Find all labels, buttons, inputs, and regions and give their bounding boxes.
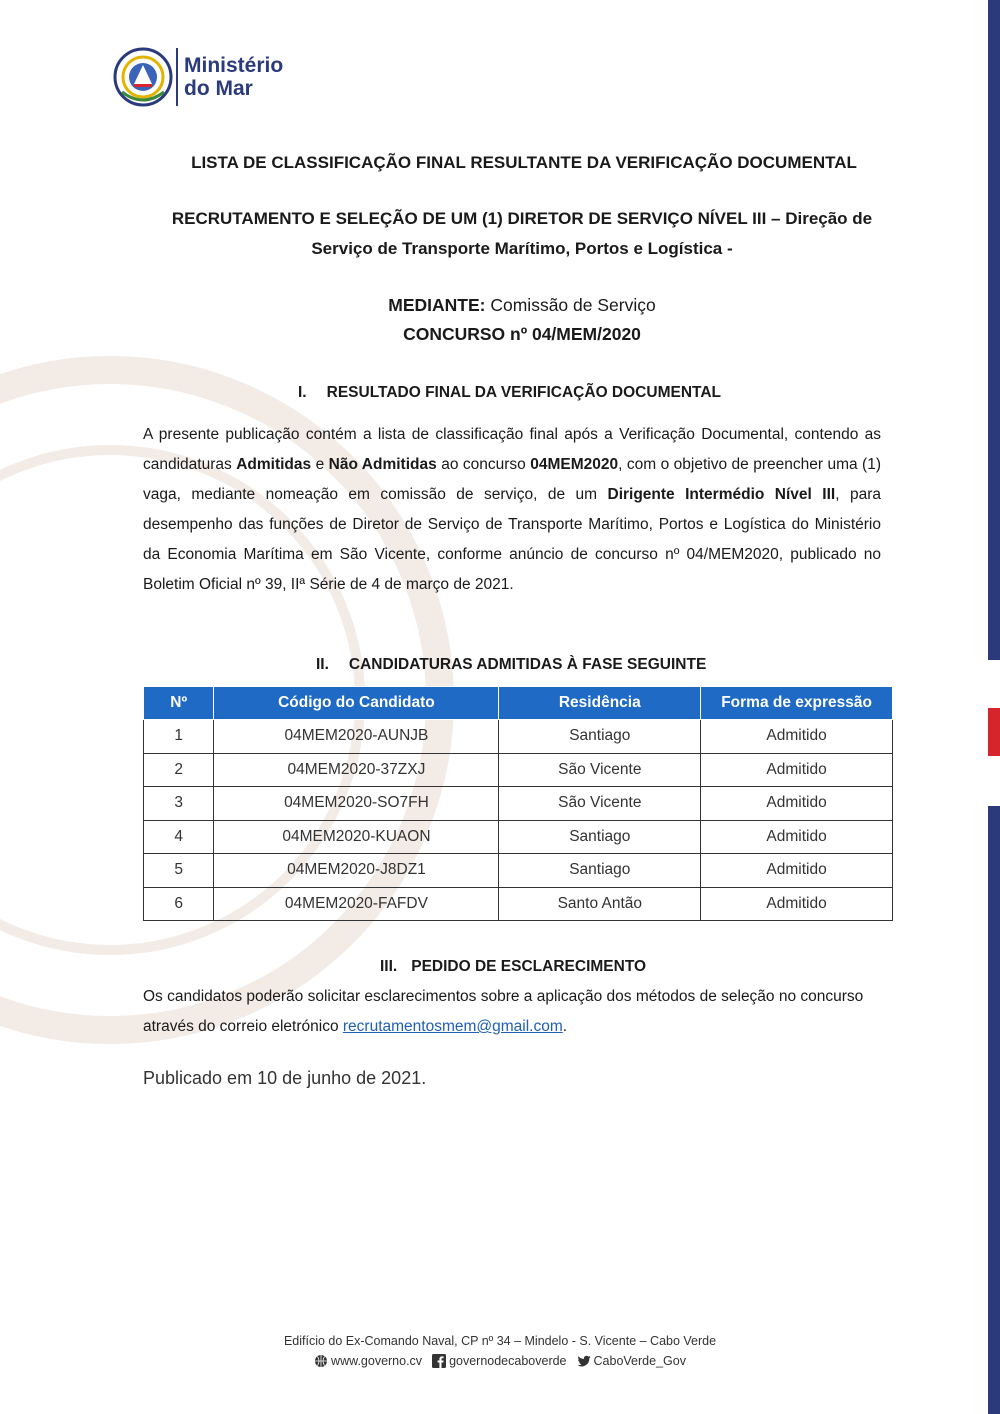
logo-divider	[176, 48, 178, 106]
logo-text-line1: Ministério	[184, 54, 284, 77]
column-header: Forma de expressão	[701, 687, 893, 720]
email-link[interactable]: recrutamentosmem@gmail.com	[342, 1018, 563, 1035]
ministry-logo	[112, 46, 283, 108]
website-label: www.governo.cv	[331, 1354, 423, 1368]
section-3-number: III.	[380, 958, 398, 975]
column-header: Código do Candidato	[214, 687, 499, 720]
table-cell: 04MEM2020-SO7FH	[214, 787, 499, 821]
globe-icon	[314, 1354, 328, 1368]
logo-text-line2: do Mar	[184, 77, 253, 100]
footer-website[interactable]	[314, 1354, 422, 1368]
facebook-icon	[432, 1354, 446, 1368]
publication-date: Publicado em 10 de junho de 2021.	[143, 1068, 427, 1088]
section-3-paragraph	[143, 982, 881, 1042]
table-cell: 5	[144, 854, 214, 888]
table-cell: Admitido	[701, 854, 893, 888]
concurso-number: CONCURSO nº 04/MEM/2020	[403, 324, 641, 344]
candidates-table	[143, 686, 893, 921]
section-1-paragraph	[143, 420, 881, 600]
bold-dirigente: Dirigente Intermédio Nível III	[607, 486, 836, 503]
side-strip-red	[988, 708, 1000, 756]
document-title: LISTA DE CLASSIFICAÇÃO FINAL RESULTANTE DA VERIFICAÇÃO DOCUMENTAL	[191, 153, 857, 172]
column-header: Residência	[499, 687, 701, 720]
coat-of-arms-icon	[112, 46, 174, 108]
table-row	[144, 887, 893, 921]
bold-admitidas: Admitidas	[236, 456, 312, 473]
column-header: Nº	[144, 687, 214, 720]
table-cell: Admitido	[701, 720, 893, 754]
table-cell: 04MEM2020-AUNJB	[214, 720, 499, 754]
table-cell: 04MEM2020-KUAON	[214, 820, 499, 854]
table-cell: Santiago	[499, 854, 701, 888]
footer-twitter[interactable]	[577, 1354, 686, 1368]
section-2-heading	[316, 656, 706, 674]
twitter-label: CaboVerde_Gov	[593, 1354, 686, 1368]
text-segment: A presente publicação contém a lista de classificação final após a Verificação Documental, contendo as candidaturas	[143, 426, 881, 473]
table-cell: Santo Antão	[499, 887, 701, 921]
text-segment: e	[311, 456, 329, 473]
table-row	[144, 753, 893, 787]
table-cell: 3	[144, 787, 214, 821]
table-cell: Santiago	[499, 720, 701, 754]
section-1-heading	[298, 384, 721, 402]
recruitment-title	[22, 204, 1000, 264]
side-strip-blue-bottom	[988, 806, 1000, 1414]
facebook-label: governodecaboverde	[449, 1354, 567, 1368]
mediante-line	[22, 290, 1000, 320]
table-cell: 04MEM2020-J8DZ1	[214, 854, 499, 888]
bold-nao-admitidas: Não Admitidas	[328, 456, 437, 473]
section-1-title: RESULTADO FINAL DA VERIFICAÇÃO DOCUMENTAL	[326, 384, 721, 401]
text-segment: , com o objetivo de preencher uma (1) vaga, mediante nomeação em comissão de serviço, de um	[143, 456, 881, 503]
table-cell: 04MEM2020-FAFDV	[214, 887, 499, 921]
section-2-number: II.	[316, 656, 329, 673]
section-3-title: PEDIDO DE ESCLARECIMENTO	[411, 958, 647, 975]
section-3-heading	[380, 958, 646, 976]
footer-address: Edifício do Ex-Comando Naval, CP nº 34 – Mindelo - S. Vicente – Cabo Verde	[283, 1334, 717, 1348]
table-row	[144, 720, 893, 754]
text-segment: Os candidatos poderão solicitar esclarecimentos sobre a aplicação dos métodos de seleção no concurso através do correio eletrónico	[143, 988, 864, 1035]
table-row	[144, 787, 893, 821]
table-row	[144, 820, 893, 854]
table-cell: 2	[144, 753, 214, 787]
text-segment: ao concurso	[436, 456, 531, 473]
table-cell: Admitido	[701, 787, 893, 821]
text-segment: .	[562, 1018, 568, 1035]
twitter-icon	[577, 1354, 591, 1368]
table-cell: Admitido	[701, 753, 893, 787]
text-segment: , para desempenho das funções de Diretor de Serviço de Transporte Marítimo, Portos e Logística do Ministério da Economia Marítima em São Vicente, conforme anúncio de concurso nº 04/MEM2020, publicado no Boletim Oficial nº 39, IIª Série de 4 de março de 2021.	[143, 486, 881, 593]
footer-links	[0, 1354, 1000, 1368]
mediante-label: MEDIANTE:	[388, 295, 486, 315]
footer	[0, 1334, 1000, 1368]
table-cell: 1	[144, 720, 214, 754]
table-cell: Admitido	[701, 820, 893, 854]
table-cell: São Vicente	[499, 753, 701, 787]
table-cell: São Vicente	[499, 787, 701, 821]
mediante-value: Comissão de Serviço	[490, 295, 656, 315]
table-row	[144, 854, 893, 888]
table-cell: 6	[144, 887, 214, 921]
table-cell: Admitido	[701, 887, 893, 921]
recruitment-title-line1: RECRUTAMENTO E SELEÇÃO DE UM (1) DIRETOR DE SERVIÇO NÍVEL III – Direção de	[171, 209, 873, 228]
footer-facebook[interactable]	[432, 1354, 566, 1368]
table-cell: Santiago	[499, 820, 701, 854]
logo-text	[184, 54, 283, 100]
table-header-row	[144, 687, 893, 720]
table-cell: 04MEM2020-37ZXJ	[214, 753, 499, 787]
recruitment-title-line2: Serviço de Transporte Marítimo, Portos e Logística -	[311, 239, 733, 258]
section-1-number: I.	[298, 384, 307, 401]
bold-concurso-code: 04MEM2020	[530, 456, 619, 473]
table-cell: 4	[144, 820, 214, 854]
section-2-title: CANDIDATURAS ADMITIDAS À FASE SEGUINTE	[348, 656, 707, 673]
